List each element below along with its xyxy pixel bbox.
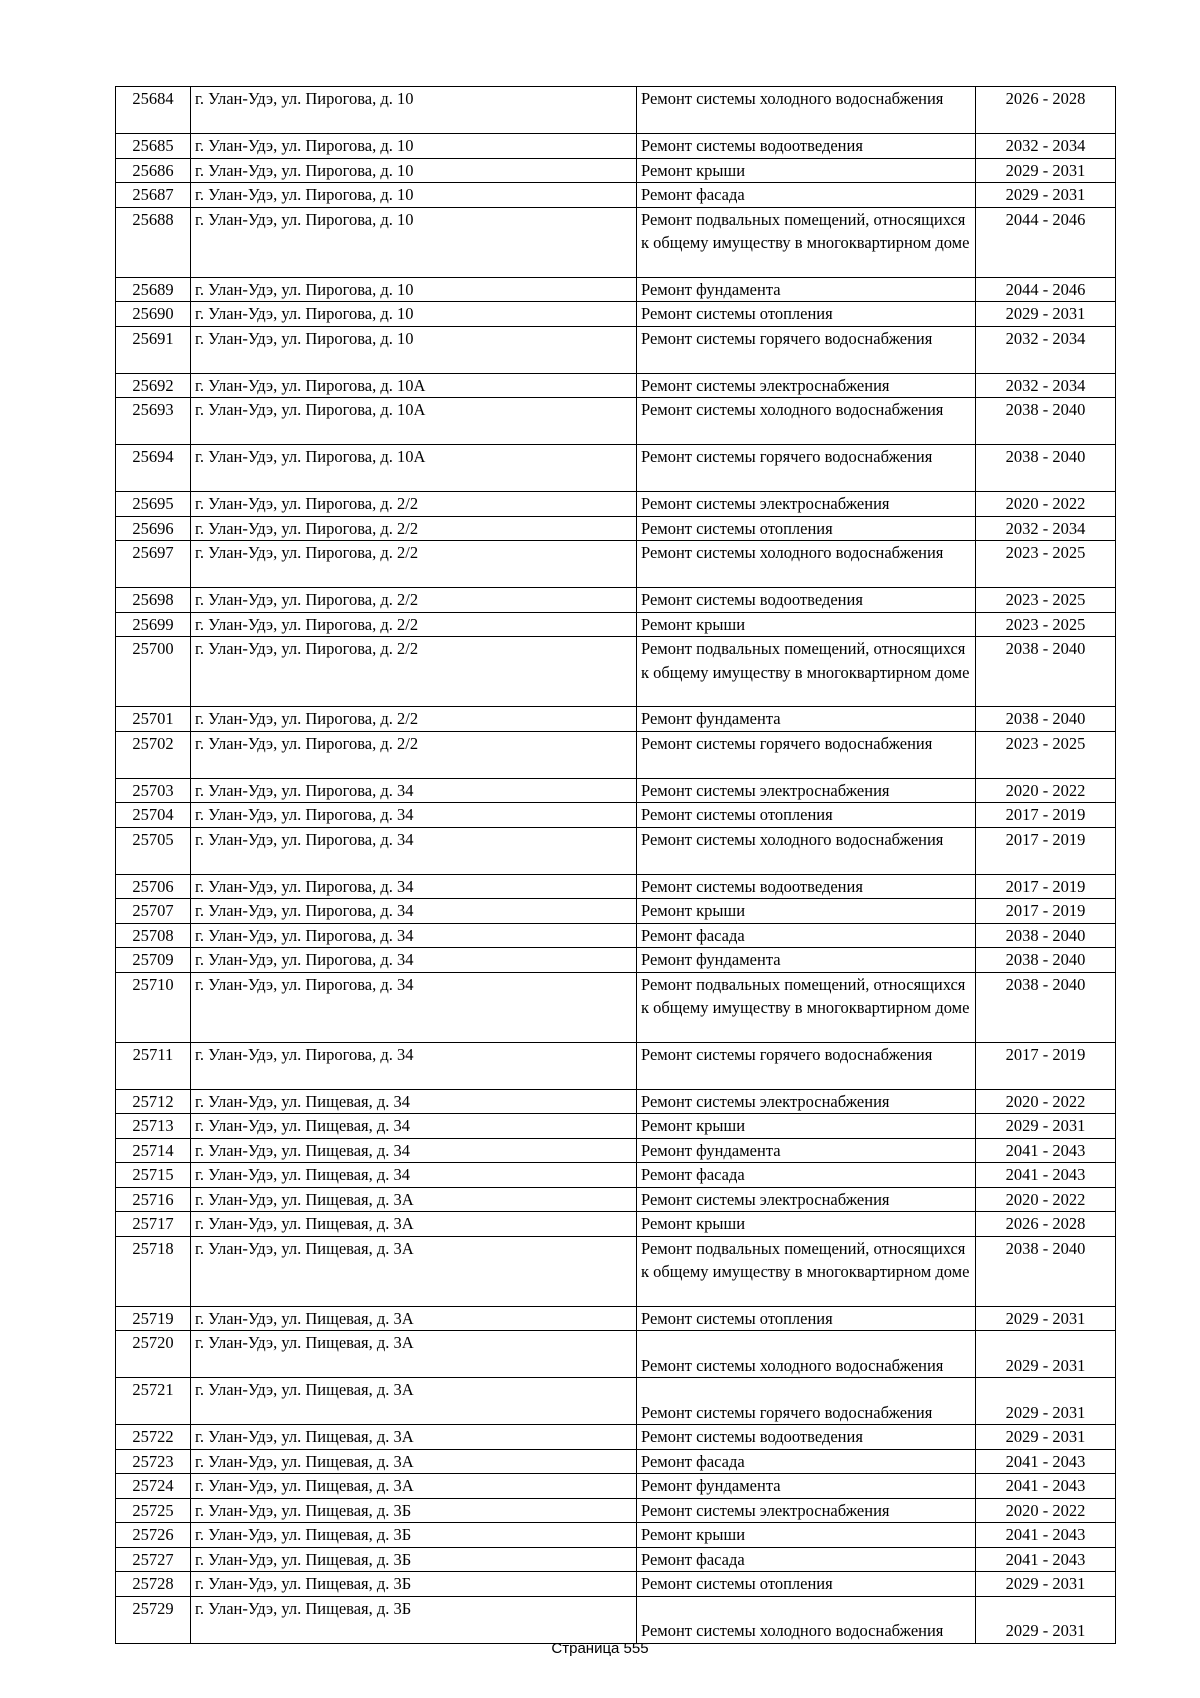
work-type-cell: Ремонт системы водоотведения (637, 134, 976, 159)
years-cell: 2023 - 2025 (976, 612, 1116, 637)
table-row (116, 899, 1116, 924)
address-cell: г. Улан-Удэ, ул. Пирогова, д. 2/2 (191, 588, 637, 613)
years-cell: 2029 - 2031 (976, 1572, 1116, 1597)
row-number-cell: 25692 (116, 373, 191, 398)
work-type-cell: Ремонт системы холодного водоснабжения (637, 541, 976, 588)
table-row (116, 1114, 1116, 1139)
years-cell: 2029 - 2031 (976, 1596, 1116, 1643)
table-row (116, 445, 1116, 492)
row-number-cell: 25716 (116, 1187, 191, 1212)
work-type-cell: Ремонт системы холодного водоснабжения (637, 398, 976, 445)
table-row (116, 972, 1116, 1042)
address-cell: г. Улан-Удэ, ул. Пищевая, д. 3А (191, 1378, 637, 1425)
work-type-cell: Ремонт системы горячего водоснабжения (637, 731, 976, 778)
years-cell: 2017 - 2019 (976, 803, 1116, 828)
years-cell: 2029 - 2031 (976, 1306, 1116, 1331)
address-cell: г. Улан-Удэ, ул. Пирогова, д. 10 (191, 183, 637, 208)
address-cell: г. Улан-Удэ, ул. Пирогова, д. 34 (191, 1042, 637, 1089)
years-cell: 2020 - 2022 (976, 1498, 1116, 1523)
years-cell: 2020 - 2022 (976, 1187, 1116, 1212)
years-cell: 2017 - 2019 (976, 827, 1116, 874)
address-cell: г. Улан-Удэ, ул. Пищевая, д. 3А (191, 1425, 637, 1450)
years-cell: 2029 - 2031 (976, 302, 1116, 327)
row-number-cell: 25729 (116, 1596, 191, 1643)
table-row (116, 134, 1116, 159)
row-number-cell: 25710 (116, 972, 191, 1042)
address-cell: г. Улан-Удэ, ул. Пирогова, д. 34 (191, 923, 637, 948)
row-number-cell: 25691 (116, 326, 191, 373)
table-row (116, 1498, 1116, 1523)
table-row (116, 778, 1116, 803)
work-type-cell: Ремонт системы холодного водоснабжения (637, 1596, 976, 1643)
address-cell: г. Улан-Удэ, ул. Пирогова, д. 34 (191, 874, 637, 899)
address-cell: г. Улан-Удэ, ул. Пищевая, д. 34 (191, 1163, 637, 1188)
years-cell: 2044 - 2046 (976, 207, 1116, 277)
address-cell: г. Улан-Удэ, ул. Пищевая, д. 3Б (191, 1523, 637, 1548)
table-row (116, 87, 1116, 134)
address-cell: г. Улан-Удэ, ул. Пирогова, д. 34 (191, 803, 637, 828)
table-row (116, 158, 1116, 183)
table-row (116, 637, 1116, 707)
work-type-cell: Ремонт подвальных помещений, относящихся к общему имуществу в многоквартирном доме (637, 972, 976, 1042)
work-type-cell: Ремонт крыши (637, 612, 976, 637)
work-type-cell: Ремонт подвальных помещений, относящихся к общему имуществу в многоквартирном доме (637, 637, 976, 707)
row-number-cell: 25705 (116, 827, 191, 874)
row-number-cell: 25721 (116, 1378, 191, 1425)
work-type-cell: Ремонт системы горячего водоснабжения (637, 1042, 976, 1089)
work-type-cell: Ремонт подвальных помещений, относящихся к общему имуществу в многоквартирном доме (637, 207, 976, 277)
address-cell: г. Улан-Удэ, ул. Пирогова, д. 10 (191, 326, 637, 373)
years-cell: 2029 - 2031 (976, 183, 1116, 208)
address-cell: г. Улан-Удэ, ул. Пирогова, д. 34 (191, 948, 637, 973)
address-cell: г. Улан-Удэ, ул. Пирогова, д. 34 (191, 972, 637, 1042)
years-cell: 2038 - 2040 (976, 923, 1116, 948)
row-number-cell: 25709 (116, 948, 191, 973)
years-cell: 2023 - 2025 (976, 731, 1116, 778)
row-number-cell: 25685 (116, 134, 191, 159)
work-type-cell: Ремонт фундамента (637, 948, 976, 973)
page-number: Страница 555 (551, 1640, 649, 1657)
years-cell: 2026 - 2028 (976, 87, 1116, 134)
years-cell: 2029 - 2031 (976, 1425, 1116, 1450)
table-row (116, 1089, 1116, 1114)
table-row (116, 302, 1116, 327)
table-row (116, 516, 1116, 541)
table-row (116, 326, 1116, 373)
row-number-cell: 25704 (116, 803, 191, 828)
work-type-cell: Ремонт системы электроснабжения (637, 492, 976, 517)
row-number-cell: 25697 (116, 541, 191, 588)
row-number-cell: 25722 (116, 1425, 191, 1450)
address-cell: г. Улан-Удэ, ул. Пищевая, д. 3Б (191, 1596, 637, 1643)
row-number-cell: 25702 (116, 731, 191, 778)
row-number-cell: 25708 (116, 923, 191, 948)
years-cell: 2017 - 2019 (976, 1042, 1116, 1089)
table-row (116, 874, 1116, 899)
table-row (116, 1378, 1116, 1425)
years-cell: 2029 - 2031 (976, 158, 1116, 183)
years-cell: 2026 - 2028 (976, 1212, 1116, 1237)
table-row (116, 1163, 1116, 1188)
work-type-cell: Ремонт крыши (637, 899, 976, 924)
table-row (116, 183, 1116, 208)
row-number-cell: 25684 (116, 87, 191, 134)
repair-schedule-table (115, 86, 1116, 1644)
row-number-cell: 25726 (116, 1523, 191, 1548)
address-cell: г. Улан-Удэ, ул. Пищевая, д. 3А (191, 1306, 637, 1331)
table-row (116, 1042, 1116, 1089)
row-number-cell: 25699 (116, 612, 191, 637)
table-row (116, 373, 1116, 398)
address-cell: г. Улан-Удэ, ул. Пищевая, д. 3А (191, 1449, 637, 1474)
row-number-cell: 25727 (116, 1547, 191, 1572)
work-type-cell: Ремонт фасада (637, 183, 976, 208)
years-cell: 2029 - 2031 (976, 1331, 1116, 1378)
work-type-cell: Ремонт системы отопления (637, 803, 976, 828)
table-row (116, 1138, 1116, 1163)
years-cell: 2023 - 2025 (976, 541, 1116, 588)
years-cell: 2041 - 2043 (976, 1523, 1116, 1548)
row-number-cell: 25703 (116, 778, 191, 803)
table-row (116, 1523, 1116, 1548)
table-row (116, 827, 1116, 874)
work-type-cell: Ремонт системы холодного водоснабжения (637, 1331, 976, 1378)
work-type-cell: Ремонт крыши (637, 1523, 976, 1548)
work-type-cell: Ремонт системы холодного водоснабжения (637, 87, 976, 134)
table-row (116, 923, 1116, 948)
years-cell: 2029 - 2031 (976, 1378, 1116, 1425)
table-row (116, 398, 1116, 445)
table-row (116, 803, 1116, 828)
work-type-cell: Ремонт крыши (637, 1114, 976, 1139)
row-number-cell: 25686 (116, 158, 191, 183)
work-type-cell: Ремонт фасада (637, 1163, 976, 1188)
row-number-cell: 25720 (116, 1331, 191, 1378)
years-cell: 2017 - 2019 (976, 899, 1116, 924)
table-row (116, 1449, 1116, 1474)
row-number-cell: 25701 (116, 707, 191, 732)
work-type-cell: Ремонт системы водоотведения (637, 1425, 976, 1450)
row-number-cell: 25725 (116, 1498, 191, 1523)
address-cell: г. Улан-Удэ, ул. Пищевая, д. 34 (191, 1114, 637, 1139)
table-body (116, 87, 1116, 1644)
work-type-cell: Ремонт системы отопления (637, 516, 976, 541)
work-type-cell: Ремонт фундамента (637, 1138, 976, 1163)
address-cell: г. Улан-Удэ, ул. Пищевая, д. 3Б (191, 1547, 637, 1572)
table-row (116, 1306, 1116, 1331)
table-row (116, 948, 1116, 973)
work-type-cell: Ремонт фундамента (637, 707, 976, 732)
address-cell: г. Улан-Удэ, ул. Пищевая, д. 3Б (191, 1572, 637, 1597)
address-cell: г. Улан-Удэ, ул. Пирогова, д. 10 (191, 158, 637, 183)
years-cell: 2017 - 2019 (976, 874, 1116, 899)
years-cell: 2023 - 2025 (976, 588, 1116, 613)
row-number-cell: 25714 (116, 1138, 191, 1163)
table-row (116, 1236, 1116, 1306)
years-cell: 2020 - 2022 (976, 1089, 1116, 1114)
row-number-cell: 25724 (116, 1474, 191, 1499)
address-cell: г. Улан-Удэ, ул. Пищевая, д. 34 (191, 1138, 637, 1163)
years-cell: 2020 - 2022 (976, 778, 1116, 803)
years-cell: 2041 - 2043 (976, 1138, 1116, 1163)
address-cell: г. Улан-Удэ, ул. Пищевая, д. 34 (191, 1089, 637, 1114)
table-row (116, 207, 1116, 277)
years-cell: 2044 - 2046 (976, 277, 1116, 302)
years-cell: 2032 - 2034 (976, 373, 1116, 398)
table-row (116, 588, 1116, 613)
row-number-cell: 25713 (116, 1114, 191, 1139)
work-type-cell: Ремонт фасада (637, 923, 976, 948)
years-cell: 2038 - 2040 (976, 972, 1116, 1042)
row-number-cell: 25695 (116, 492, 191, 517)
row-number-cell: 25723 (116, 1449, 191, 1474)
work-type-cell: Ремонт системы отопления (637, 302, 976, 327)
row-number-cell: 25707 (116, 899, 191, 924)
row-number-cell: 25706 (116, 874, 191, 899)
row-number-cell: 25688 (116, 207, 191, 277)
work-type-cell: Ремонт системы горячего водоснабжения (637, 445, 976, 492)
table-row (116, 541, 1116, 588)
address-cell: г. Улан-Удэ, ул. Пирогова, д. 2/2 (191, 492, 637, 517)
work-type-cell: Ремонт системы электроснабжения (637, 1498, 976, 1523)
address-cell: г. Улан-Удэ, ул. Пищевая, д. 3А (191, 1187, 637, 1212)
table-row (116, 612, 1116, 637)
work-type-cell: Ремонт системы электроснабжения (637, 373, 976, 398)
work-type-cell: Ремонт подвальных помещений, относящихся к общему имуществу в многоквартирном доме (637, 1236, 976, 1306)
table-row (116, 1474, 1116, 1499)
work-type-cell: Ремонт фасада (637, 1547, 976, 1572)
address-cell: г. Улан-Удэ, ул. Пищевая, д. 3А (191, 1331, 637, 1378)
row-number-cell: 25696 (116, 516, 191, 541)
years-cell: 2041 - 2043 (976, 1449, 1116, 1474)
address-cell: г. Улан-Удэ, ул. Пирогова, д. 34 (191, 827, 637, 874)
address-cell: г. Улан-Удэ, ул. Пирогова, д. 10А (191, 445, 637, 492)
work-type-cell: Ремонт крыши (637, 1212, 976, 1237)
work-type-cell: Ремонт системы горячего водоснабжения (637, 1378, 976, 1425)
row-number-cell: 25689 (116, 277, 191, 302)
address-cell: г. Улан-Удэ, ул. Пирогова, д. 34 (191, 778, 637, 803)
address-cell: г. Улан-Удэ, ул. Пирогова, д. 34 (191, 899, 637, 924)
address-cell: г. Улан-Удэ, ул. Пирогова, д. 2/2 (191, 612, 637, 637)
table-row (116, 1187, 1116, 1212)
row-number-cell: 25698 (116, 588, 191, 613)
years-cell: 2041 - 2043 (976, 1163, 1116, 1188)
row-number-cell: 25690 (116, 302, 191, 327)
row-number-cell: 25715 (116, 1163, 191, 1188)
row-number-cell: 25719 (116, 1306, 191, 1331)
address-cell: г. Улан-Удэ, ул. Пирогова, д. 2/2 (191, 707, 637, 732)
table-row (116, 731, 1116, 778)
address-cell: г. Улан-Удэ, ул. Пирогова, д. 2/2 (191, 541, 637, 588)
work-type-cell: Ремонт системы отопления (637, 1306, 976, 1331)
work-type-cell: Ремонт системы электроснабжения (637, 778, 976, 803)
address-cell: г. Улан-Удэ, ул. Пирогова, д. 10 (191, 302, 637, 327)
row-number-cell: 25693 (116, 398, 191, 445)
row-number-cell: 25718 (116, 1236, 191, 1306)
address-cell: г. Улан-Удэ, ул. Пирогова, д. 2/2 (191, 731, 637, 778)
address-cell: г. Улан-Удэ, ул. Пирогова, д. 2/2 (191, 516, 637, 541)
table-row (116, 492, 1116, 517)
years-cell: 2032 - 2034 (976, 134, 1116, 159)
work-type-cell: Ремонт системы водоотведения (637, 874, 976, 899)
table-row (116, 277, 1116, 302)
row-number-cell: 25687 (116, 183, 191, 208)
table-row (116, 1547, 1116, 1572)
years-cell: 2038 - 2040 (976, 948, 1116, 973)
row-number-cell: 25728 (116, 1572, 191, 1597)
work-type-cell: Ремонт системы отопления (637, 1572, 976, 1597)
address-cell: г. Улан-Удэ, ул. Пищевая, д. 3А (191, 1236, 637, 1306)
address-cell: г. Улан-Удэ, ул. Пирогова, д. 10 (191, 87, 637, 134)
work-type-cell: Ремонт крыши (637, 158, 976, 183)
work-type-cell: Ремонт фасада (637, 1449, 976, 1474)
years-cell: 2038 - 2040 (976, 637, 1116, 707)
work-type-cell: Ремонт фундамента (637, 277, 976, 302)
row-number-cell: 25712 (116, 1089, 191, 1114)
address-cell: г. Улан-Удэ, ул. Пирогова, д. 10А (191, 373, 637, 398)
years-cell: 2038 - 2040 (976, 398, 1116, 445)
work-type-cell: Ремонт системы водоотведения (637, 588, 976, 613)
address-cell: г. Улан-Удэ, ул. Пирогова, д. 2/2 (191, 637, 637, 707)
row-number-cell: 25694 (116, 445, 191, 492)
address-cell: г. Улан-Удэ, ул. Пирогова, д. 10 (191, 134, 637, 159)
years-cell: 2032 - 2034 (976, 326, 1116, 373)
work-type-cell: Ремонт системы электроснабжения (637, 1089, 976, 1114)
table-row (116, 1572, 1116, 1597)
address-cell: г. Улан-Удэ, ул. Пирогова, д. 10 (191, 207, 637, 277)
years-cell: 2029 - 2031 (976, 1114, 1116, 1139)
work-type-cell: Ремонт системы холодного водоснабжения (637, 827, 976, 874)
years-cell: 2038 - 2040 (976, 445, 1116, 492)
address-cell: г. Улан-Удэ, ул. Пищевая, д. 3А (191, 1212, 637, 1237)
table-row (116, 1331, 1116, 1378)
table-row (116, 707, 1116, 732)
table-row (116, 1212, 1116, 1237)
table-row (116, 1596, 1116, 1643)
row-number-cell: 25711 (116, 1042, 191, 1089)
work-type-cell: Ремонт фундамента (637, 1474, 976, 1499)
years-cell: 2041 - 2043 (976, 1474, 1116, 1499)
work-type-cell: Ремонт системы электроснабжения (637, 1187, 976, 1212)
work-type-cell: Ремонт системы горячего водоснабжения (637, 326, 976, 373)
address-cell: г. Улан-Удэ, ул. Пирогова, д. 10А (191, 398, 637, 445)
years-cell: 2038 - 2040 (976, 707, 1116, 732)
row-number-cell: 25700 (116, 637, 191, 707)
years-cell: 2020 - 2022 (976, 492, 1116, 517)
table-row (116, 1425, 1116, 1450)
row-number-cell: 25717 (116, 1212, 191, 1237)
address-cell: г. Улан-Удэ, ул. Пирогова, д. 10 (191, 277, 637, 302)
years-cell: 2041 - 2043 (976, 1547, 1116, 1572)
address-cell: г. Улан-Удэ, ул. Пищевая, д. 3Б (191, 1498, 637, 1523)
years-cell: 2032 - 2034 (976, 516, 1116, 541)
years-cell: 2038 - 2040 (976, 1236, 1116, 1306)
address-cell: г. Улан-Удэ, ул. Пищевая, д. 3А (191, 1474, 637, 1499)
